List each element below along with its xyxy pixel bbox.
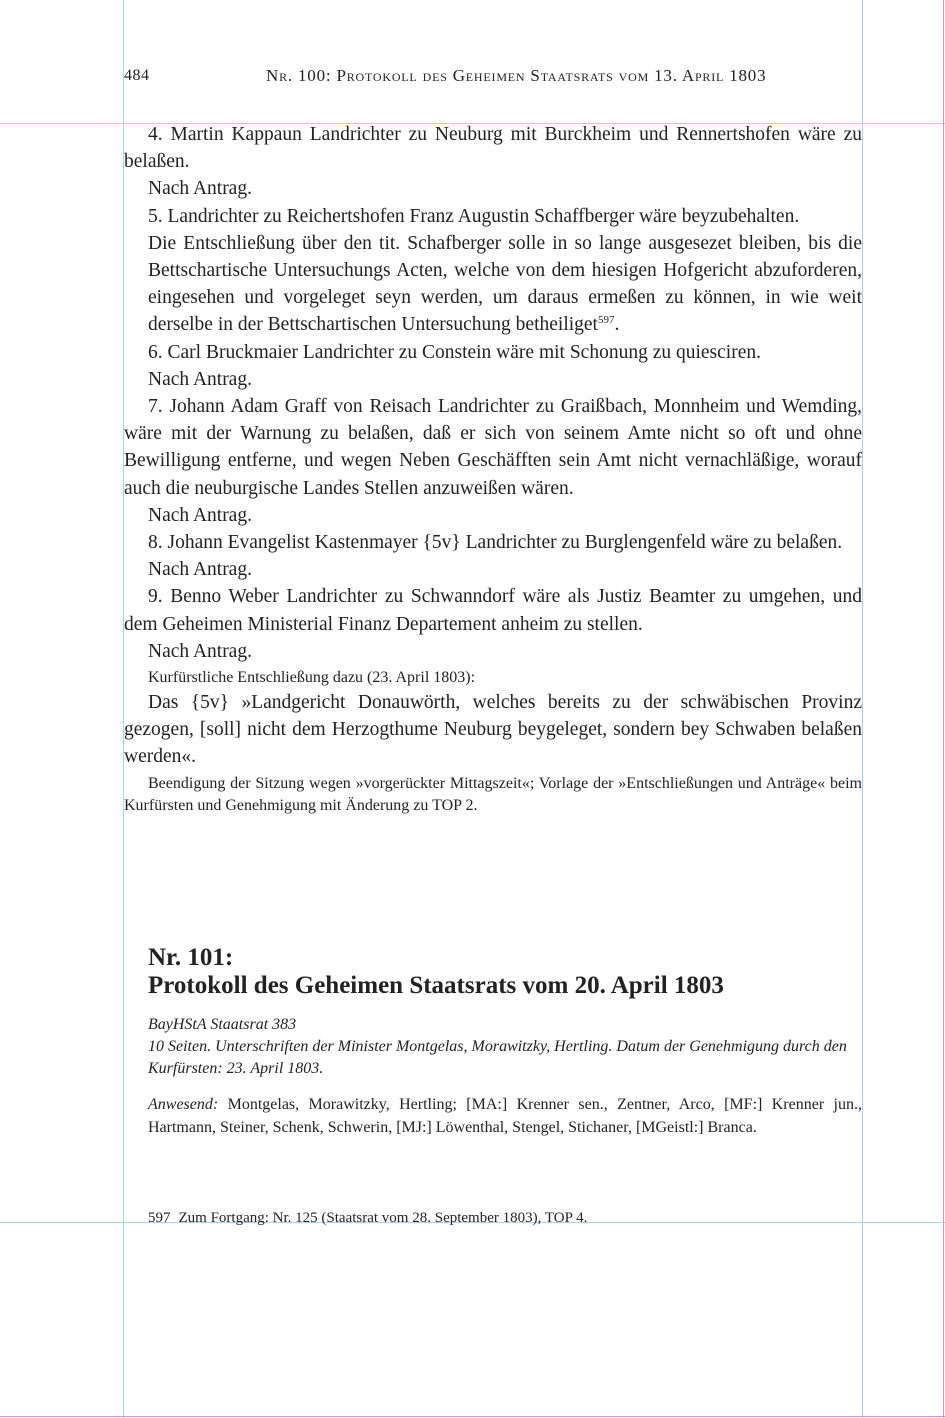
main-text [124, 121, 862, 817]
footnote [148, 1208, 587, 1228]
document-title [148, 944, 862, 1000]
page-edge-bottom [0, 1416, 945, 1417]
paragraph-decision: Nach Antrag. [148, 178, 252, 200]
running-head: Nr. 100: Protokoll des Geheimen Staatsrats vom 13. April 1803 [266, 66, 767, 85]
paragraph-decision: Nach Antrag. [148, 368, 252, 390]
paragraph-session-end: Beendigung der Sitzung wegen »vorgerückter Mittagszeit«; Vorlage der »Entschließungen und Anträge« beim Kurfürsten und Genehmigung mit Änderung zu TOP 2. [124, 774, 862, 814]
document-number: Nr. 101: [148, 944, 234, 971]
paragraph-item-7: 7. Johann Adam Graff von Reisach Landrichter zu Graißbach, Monnheim und Wemding, wäre mit der Warnung zu belaßen, daß er sich von seinem Amte nicht so oft und ohne Bewilligung entferne, und wegen Neben Geschäfften sein Amt nicht vernachläßige, worauf auch die neuburgische Landes Stellen anzuweißen wären. [124, 396, 862, 499]
archive-source: BayHStA Staatsrat 383 [148, 1016, 297, 1033]
paragraph-resolution-schafberger: Die Entschließung über den tit. Schafberger solle in so lange ausgesezet bleiben, bis die Bettschartische Untersuchungs Acten, welche von dem hiesigen Hofgericht abzuforderen, eingesehen und vorgeleget seyn werden, um daraus ermeßen zu können, in wie weit derselbe in der Bettschartischen Untersuchung betheiliget$^{597}$. [148, 232, 862, 336]
footnote-text: Zum Fortgang: Nr. 125 (Staatsrat vom 28. September 1803), TOP 4. [178, 1210, 588, 1226]
document-metadata [148, 1014, 862, 1080]
margin-guide-right [862, 0, 863, 1418]
footnote-reference: 597 [597, 314, 615, 327]
document-description: 10 Seiten. Unterschriften der Minister Montgelas, Morawitzky, Hertling. Datum der Genehmigung durch den Kurfürsten: 23. April 1803. [148, 1038, 847, 1077]
paragraph-electoral-resolution: Das {5v} »Landgericht Donauwörth, welches bereits zu der schwäbischen Provinz gezogen, [soll] nicht dem Herzogthume Neuburg beygeleget, sondern bey Schwaben belaßen werden«. [124, 692, 862, 768]
paragraph-decision: Nach Antrag. [148, 504, 252, 526]
paragraph-item-4: 4. Martin Kappaun Landrichter zu Neuburg mit Burckheim und Rennertshofen wäre zu belaßen. [124, 124, 862, 173]
attendance-names: Montgelas, Morawitzky, Hertling; [MA:] Krenner sen., Zentner, Arco, [MF:] Krenner jun., Hartmann, Steiner, Schenk, Schwerin, [MJ:] Löwenthal, Stengel, Stichaner, [MGeistl:] Branca. [148, 1096, 862, 1136]
resolution-text: Die Entschließung über den tit. Schafberger solle in so lange ausgesezet bleiben, bis die Bettschartische Untersuchungs Acten, welche von dem hiesigen Hofgericht abzuforderen, eingesehen und vorgeleget seyn werden, um daraus ermeßen zu können, in wie weit derselbe in der Bettschartischen Untersuchung betheiliget [148, 232, 862, 336]
page-edge-right [943, 0, 944, 1418]
paragraph-item-8: 8. Johann Evangelist Kastenmayer {5v} Landrichter zu Burglengenfeld wäre zu belaßen. [148, 532, 843, 554]
document-heading: Protokoll des Geheimen Staatsrats vom 20. April 1803 [148, 972, 724, 999]
paragraph-item-6: 6. Carl Bruckmaier Landrichter zu Constein wäre mit Schonung zu quiesciren. [148, 341, 761, 363]
attendance-list [148, 1094, 862, 1139]
paragraph-electoral-resolution-heading: Kurfürstliche Entschließung dazu (23. April 1803): [148, 669, 476, 687]
footnote-number: 597 [148, 1210, 171, 1226]
attendance-label: Anwesend: [148, 1096, 219, 1113]
paragraph-item-5: 5. Landrichter zu Reichertshofen Franz Augustin Schaffberger wäre beyzubehalten. [148, 205, 800, 227]
paragraph-decision: Nach Antrag. [148, 640, 252, 662]
page-number: 484 [124, 67, 150, 84]
paragraph-decision: Nach Antrag. [148, 559, 252, 581]
paragraph-item-9: 9. Benno Weber Landrichter zu Schwanndorf wäre als Justiz Beamter zu umgehen, und dem Geheimen Ministerial Finanz Departement anheim zu stellen. [124, 586, 862, 635]
